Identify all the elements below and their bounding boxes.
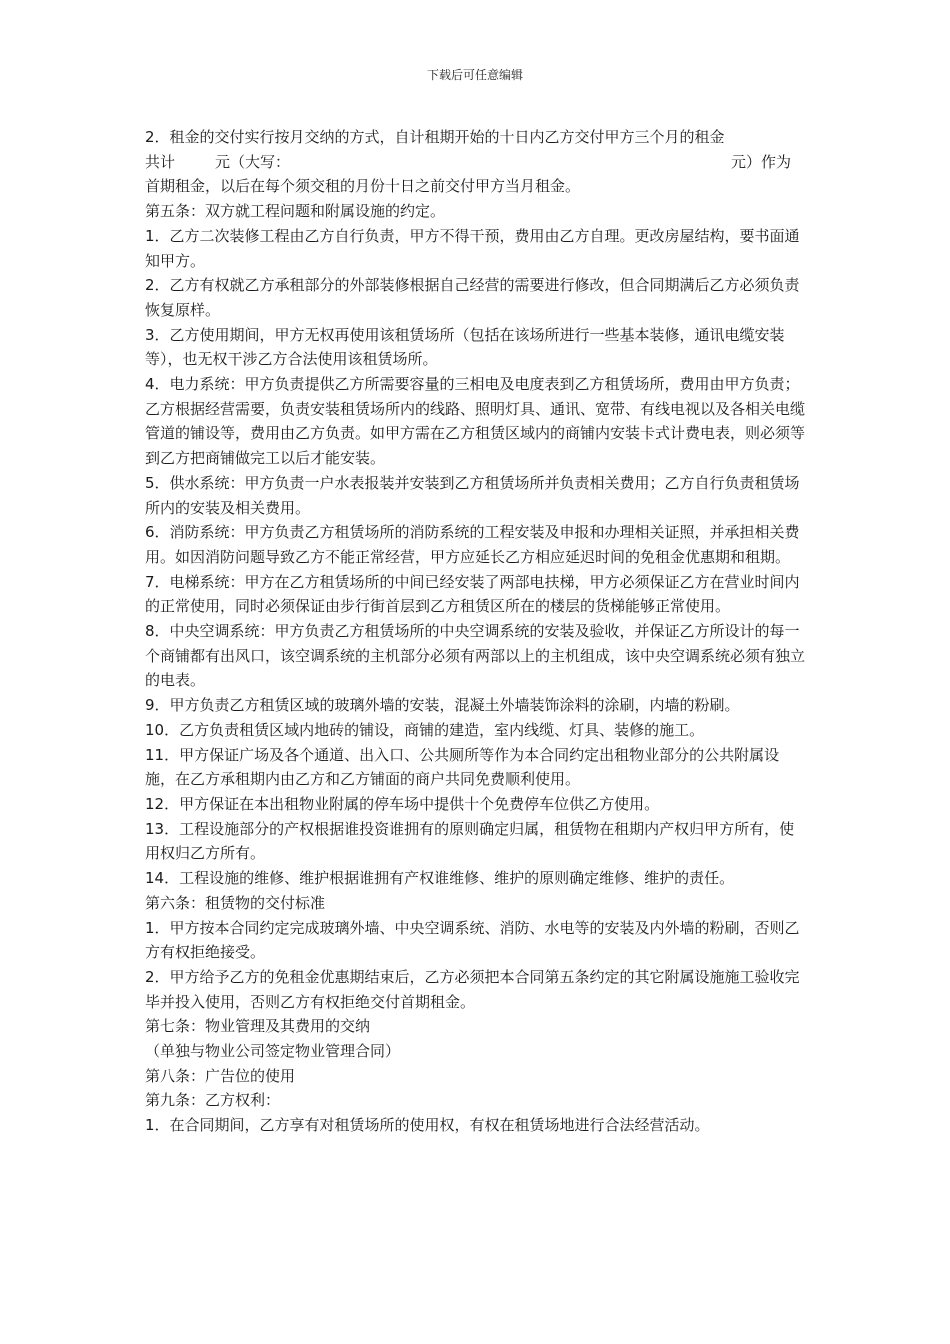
paragraph: 首期租金，以后在每个须交租的月份十日之前交付甲方当月租金。 <box>145 177 581 196</box>
paragraph: 2．甲方给予乙方的免租金优惠期结束后，乙方必须把本合同第五条约定的其它附属设施施工验收完毕并投入使用，否则乙方有权拒绝交付首期租金。 <box>145 967 800 1011</box>
fill-in-middle-text: 元（大写： <box>215 152 291 171</box>
paragraph: 6．消防系统：甲方负责乙方租赁场所的消防系统的工程安装及申报和办理相关证照，并承担相关费用。如因消防问题导致乙方不能正常经营，甲方应延长乙方相应延迟时间的免租金优惠期和租期。 <box>145 523 800 566</box>
paragraph: 10．乙方负责租赁区域内地砖的铺设，商铺的建造，室内线缆、灯具、装修的施工。 <box>145 720 705 739</box>
paragraph: 2．乙方有权就乙方承租部分的外部装修根据自己经营的需要进行修改，但合同期满后乙方必须负责恢复原样。 <box>145 276 800 319</box>
article-heading: 第九条：乙方权利： <box>145 1091 281 1110</box>
article-heading: 第五条：双方就工程问题和附属设施的约定。 <box>145 202 446 221</box>
paragraph: 13．工程设施部分的产权根据谁投资谁拥有的原则确定归属，租赁物在租期内产权归甲方所有，使用权归乙方所有。 <box>145 819 795 863</box>
paragraph: 12．甲方保证在本出租物业附属的停车场中提供十个免费停车位供乙方使用。 <box>145 794 660 813</box>
article-heading: 第六条：租赁物的交付标准 <box>145 893 326 912</box>
paragraph: 14．工程设施的维修、维护根据谁拥有产权谁维修、维护的原则确定维修、维护的责任。 <box>145 869 735 888</box>
article-heading: 第八条：广告位的使用 <box>145 1066 296 1085</box>
fill-in-line <box>145 150 805 175</box>
fill-in-left <box>145 150 290 175</box>
paragraph: 8．中央空调系统：甲方负责乙方租赁场所的中央空调系统的安装及验收，并保证乙方所设计的每一个商铺都有出风口，该空调系统的主机部分必须有两部以上的主机组成，该中央空调系统必须有独立的电表。 <box>145 622 806 690</box>
paragraph: （单独与物业公司签定物业管理合同） <box>145 1042 401 1061</box>
article-heading: 第七条：物业管理及其费用的交纳 <box>145 1017 371 1036</box>
paragraph: 1．在合同期间，乙方享有对租赁场所的使用权，有权在租赁场地进行合法经营活动。 <box>145 1116 710 1135</box>
paragraph: 2．租金的交付实行按月交纳的方式，自计租期开始的十日内乙方交付甲方三个月的租金 <box>145 128 725 146</box>
paragraph: 1．甲方按本合同约定完成玻璃外墙、中央空调系统、消防、水电等的安装及内外墙的粉刷，否则乙方有权拒绝接受。 <box>145 918 800 962</box>
paragraph: 1．乙方二次装修工程由乙方自行负责，甲方不得干预，费用由乙方自理。更改房屋结构，要书面通知甲方。 <box>145 226 800 270</box>
paragraph: 11．甲方保证广场及各个通道、出入口、公共厕所等作为本合同约定出租物业部分的公共附属设施，在乙方承租期内由乙方和乙方铺面的商户共同免费顺利使用。 <box>145 745 780 789</box>
paragraph: 5．供水系统：甲方负责一户水表报装并安装到乙方租赁场所并负责相关费用；乙方自行负责租赁场所内的安装及相关费用。 <box>145 473 800 517</box>
fill-in-left-text: 共计 <box>145 152 176 171</box>
fill-in-right-text: 元）作为 <box>730 152 791 171</box>
document-body <box>145 125 805 1138</box>
paragraph: 9．甲方负责乙方租赁区域的玻璃外墙的安装，混凝土外墙装饰涂料的涂刷，内墙的粉刷。 <box>145 696 740 715</box>
paragraph: 4．电力系统：甲方负责提供乙方所需要容量的三相电及电度表到乙方租赁场所，费用由甲方负责；乙方根据经营需要，负责安装租赁场所内的线路、照明灯具、通讯、宽带、有线电视以及各相关电缆管道的铺设等，费用由乙方负责。如甲方需在乙方租赁区域内的商铺内安装卡式计费电表，则必须等到乙方把商铺做完工以后才能安装。 <box>145 375 806 468</box>
page-header: 下载后可任意编辑 <box>426 68 523 82</box>
paragraph: 3．乙方使用期间，甲方无权再使用该租赁场所（包括在该场所进行一些基本装修，通讯电缆安装等），也无权干涉乙方合法使用该租赁场所。 <box>145 325 785 369</box>
paragraph: 7．电梯系统：甲方在乙方租赁场所的中间已经安装了两部电扶梯，甲方必须保证乙方在营业时间内的正常使用，同时必须保证由步行街首层到乙方租赁区所在的楼层的货梯能够正常使用。 <box>145 572 800 616</box>
